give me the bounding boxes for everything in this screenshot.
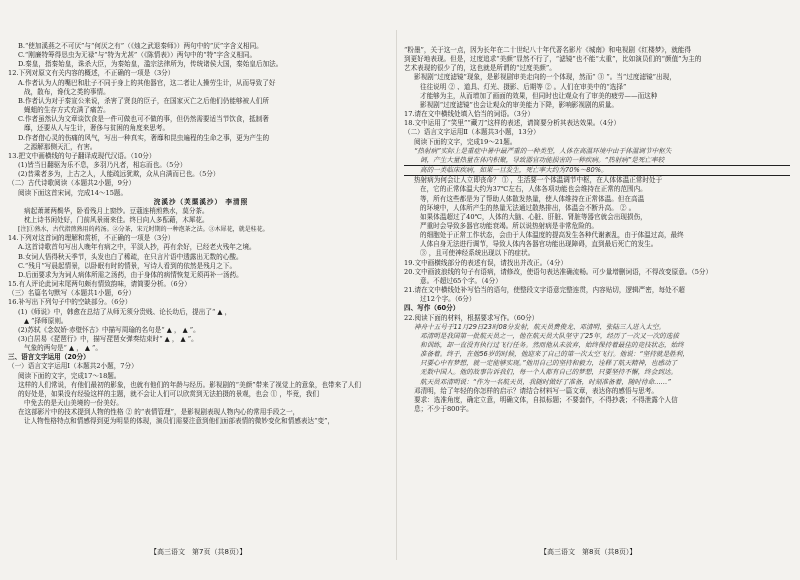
left-text-line: 战，散布，谗伐之类的事情。 [24, 87, 110, 96]
left-text-line: [注]①熟水，古代指煎熟用的药汤。②分茶，宋元时期的一种泡茶之法。③木犀花，就是桂花。 [18, 226, 269, 234]
right-text-line: 影视剧“过度滤镜”也会让观众的审美能力下降，影响影视剧的质量。 [420, 100, 618, 109]
left-text-line: 在这部影片中的技术提到人物的性格 ② 的“表情管理”，是影视剧表现人物内心的常用手段之一， [18, 408, 300, 417]
right-text-line: 人体自身无法进行调节，导致人体内各器官功能出现障碍，直到最后死亡的发生。 [420, 240, 658, 249]
right-text-line: 如果体温超过了40℃，人体的大脑、心脏、肝脏、肾脏等器官就会出现损伤， [420, 212, 647, 221]
left-text-line: (2)苏轼《念奴娇·赤壁怀古》中描写周瑜的名句是“ ▲ ， ▲ ”。 [18, 325, 200, 334]
right-text-line: 四、写作（60分） [404, 304, 460, 313]
left-text-line: C.作者虽然认为文章谈饮食是一件可做也可不做的事，但仍然需要适当节饮食，抵制奢 [18, 115, 269, 124]
left-page-column [8, 42, 394, 427]
right-text-line: 22.阅读下面的材料，根据要求写作。（60分） [404, 313, 539, 322]
left-text-line: 靡，还要从人与生计，奢侈与贫困的角度来思考。 [24, 124, 170, 133]
left-text-line: 气象的两句是“ ▲ ， ▲ ”。 [24, 344, 103, 353]
right-text-line: 往往说明 ② 、道具、灯光、摄影、后期等 ② 。人们在审美中的“选择” [420, 82, 627, 91]
left-text-line: 16.补写出下列句子中的空缺部分。（6分） [8, 298, 132, 307]
left-text-line: (1)《师说》中，韩愈在总结了从师无须分贵贱、论长幼后，提出了“ ▲ ， [18, 307, 232, 316]
page-fold-divider [396, 30, 397, 560]
right-text-line: 高的一类临床疾病，如果一旦发生，死亡率大约为70%～80%。 [404, 166, 790, 176]
left-text-line: 12.下列对原文有关内容的概述，不正确的一项是（3分） [8, 69, 175, 78]
left-text-line: 枕上诗书闲处好，门前风景雨来佳。终日向人多酝藉，木犀花。 [24, 215, 209, 224]
right-text-line: “热射病”实际上是重症中暑中最严重的一种类型，人体在高温环境中由于体温调节中枢失 [414, 146, 672, 155]
right-text-line: 在，它的正常体温大约为37℃左右，人体各项功能也会维持在正常的范围内。 [420, 185, 647, 194]
left-text-line: 15.有人评论此词末尾两句颇有情致韵味，请简要分析。（6分） [8, 280, 191, 289]
left-text-line: 浣溪沙（芙蕖溪沙） 李清照 [153, 197, 249, 206]
left-text-line: （三）名篇名句默写（本题共1小题，6分） [8, 289, 136, 298]
left-text-line: 让人物性格特点和情感得到更为明显的体现，演员们需要注意到他们面部表情的微妙变化和情感表达“变”， [24, 417, 335, 426]
left-text-line: D.秦皇，指秦始皇，诛杀大臣，为秦始皇，滥宗法律所为，传统诸侯大国，秦始皇后加法。 [18, 60, 283, 69]
left-text-line: C.“刚廉特筹得恳虫为无禄”与“特为尤甚”（《陈情表》）两句中的“特”字含义相同。 [18, 51, 257, 60]
right-text-line: 邓清明是我国第一批航天员之一，他在航天员大队坚守了25年，经历了一次又一次的选拔 [420, 331, 679, 340]
right-text-line: ③ ，且可使神经系统出现以下的症状。 [420, 249, 535, 258]
left-text-line: 这样的人们常说，有他们最初的影象，也就有他们的年龄与经历。影视剧的“美颜”带来了视觉上的意象，也带来了人们 [18, 380, 362, 389]
right-text-line: 神舟十五号于11月29日23时08分发射，航天员费俊龙、邓清明、张陆三人进入太空。 [414, 322, 666, 331]
left-page-footer: 【高三语文 第7页（共8页）】 [150, 548, 247, 556]
right-text-line: 阅读下面的文字，完成19～21题。 [414, 137, 517, 146]
right-text-line: 意。不超过65个字。（4分） [420, 276, 502, 285]
right-text-line: 等，所有这些都是为了帮助人体散发热量，使人体维持在正常体温。但在高温 [420, 194, 645, 203]
right-text-line: 和训练，却一直没有执行过飞行任务。然而他从未放弃，始终保持着最佳的竞技状态，始终 [420, 341, 684, 349]
right-text-line: 过12个字。（6分） [420, 295, 476, 304]
left-text-line: (2)昔乘者多为，上古之人，人能疏远犹欺，众从自满而已也。（5分） [18, 170, 220, 179]
left-text-line: (3)白居易《琵琶行》中，描写琵琶女弹奏结束时“ ▲ ， ▲ ”。 [18, 335, 198, 343]
left-text-line: B.女词人悟得秋天季节，头发也白了稀疏，在只言片语中透露出无数的心酸。 [18, 252, 243, 261]
right-text-line: 21.请在文中横线处补写恰当的语句，使整段文字语意完整连贯，内容贴切，逻辑严密，每处不超 [404, 286, 685, 295]
right-text-line: 调，产生大量热量在体内积聚，导致器官功能损害的一种疾病。“热射病”是死亡率较 [404, 156, 790, 166]
right-text-line: （二）语言文字运用Ⅱ（本题共3小题，13分） [404, 128, 540, 137]
left-text-line: 的好处是，如果没有经验这样的主题，就不会让人们可以欣赏到无法拍摄的景观，也会 ① ，毕竟，我们 [18, 389, 319, 398]
right-text-line: 19.文中画横线部分的表述有误，请找出并改正。（4分） [404, 258, 568, 267]
left-text-line: (1)皆当日翻驱为乐不息，多羽乃凡者，相忘而也。（5分） [18, 161, 187, 170]
right-text-line: 热射病为何会让人立即丧命？ ① ，生活要一个体温调节中枢，在人体体温正常时处于 [414, 176, 663, 185]
left-text-line: 14.下列对这首词的理解和赏析，不正确的一项是（3分） [8, 234, 175, 243]
right-text-line: 17.请在文中横线处填入恰当的词语。（3分） [404, 110, 535, 119]
right-text-line: 20.文中画波浪线的句子有语病，请修改，使语句表达准确流畅。可少量增删词语，不得改变原意。（5分） [404, 267, 713, 276]
right-text-line: 的细胞处于正常工作状态，会由于人体温度的提高发生各种代谢紊乱，由于体温过高，最终 [420, 231, 684, 240]
right-text-line: 艺术表现的很少了的，这也就是所谓的“过度美颜”。 [404, 64, 556, 73]
left-text-line: 病起萧萧两鬓华，卧看残月上窗纱。豆蔻连梢煎熟水，莫分茶。 [24, 206, 209, 215]
left-text-line: 13.把文中画横线的句子翻译成现代汉语。（10分） [8, 151, 156, 160]
left-text-line: 阅读下面这首宋词，完成14～15题。 [18, 188, 128, 197]
right-page-column [404, 46, 790, 414]
right-text-line: 无数中国人。他的故事告诉我们，每一个人都有自己的梦想，只要坚持不懈，终会到达。 [420, 368, 678, 377]
right-text-line: 到更好地表现。但是，过度追求“美颜”显然不行了，“滤镜”也不能“太重”，比如演员们的“颜值”为主的 [404, 55, 702, 64]
left-text-line: B.“使加溪燕之不可厌”与“何厌之有”（《烛之武退秦师》）两句中的“厌”字含义相同。 [18, 42, 263, 50]
left-text-line: 中免去的是天山美境的一份美好。 [24, 399, 123, 408]
left-text-line: B.作者认为对于秦宣公来说，杀害了贤良的臣子，在国家灭亡之后他们仍能够被人们所 [18, 96, 269, 105]
left-text-line: 之源解那侧天汇，有害。 [24, 142, 97, 151]
right-text-line: 邓清明，给了年轻的你怎样的启示？请结合材料写一篇文章，表达你的感悟与思考。 [414, 386, 658, 395]
right-text-line: 航天员邓清明说：“作为一名航天员，我随时做好了准备，时刻准备着，随时待命……” [420, 377, 671, 386]
right-text-line: 息；不少于800字。 [414, 405, 473, 414]
right-text-line: 才能够为主，从而增加了画面的效果，但同时也让观众有了审美的疲劳——而这种 [420, 91, 658, 100]
left-text-line: D.后面要求为为词人病体所需之汤药，由于身体的病情恢复无须再补一汤药。 [18, 270, 243, 279]
left-text-line: A.作者认为人的嘴巴和肚子不同于身上的其他器官，这二者让人操劳生计，从而导致了好 [18, 78, 276, 87]
right-text-line: 18.文中运用了“笑里”“藏刀”这样的表述，请简要分析其表达效果。（4分） [404, 119, 621, 128]
left-text-line: D.作者借心灵的伤痛的风气，写出一种真实，奢靡和昆虫遍程的生命之事，更为产生的 [18, 133, 270, 142]
left-text-line: ▲ ”择师原则。 [24, 316, 68, 325]
right-text-line: 影视剧“过度滤镜”现象，是影视剧审美走向的一个体现，然而“ ③ ”。当“过度滤镜”出现， [414, 73, 676, 82]
left-text-line: （二）古代诗歌阅读（本题共2小题，9分） [8, 179, 136, 188]
left-text-line: A.这首诗歌首句写出人晚年有病之中，平淡人抄，再有余好，已经老火残年之境。 [18, 243, 256, 252]
left-text-line: 蝇蛆的生存方式充满了痛苦。 [24, 106, 110, 115]
right-text-line: “粉墨”，关于这一点，因为长年在二十世纪八十年代著名影片《城南》和电视剧《红楼梦》，就能得 [404, 46, 691, 54]
right-page-footer: 【高三语文 第8页（共8页）】 [540, 548, 637, 556]
left-text-line: C.“残月”写晨起情景，以卧眠有时的情景，写诗人看到的依然是残月之下。 [18, 261, 237, 270]
right-text-line: 严重时会导致多器官功能衰竭。所以说热射病是非常危险的。 [420, 221, 599, 230]
left-text-line: 三、语言文字运用（20分） [8, 353, 90, 362]
left-text-line: 阅读下面的文字，完成17～18题。 [18, 371, 121, 380]
left-text-line: （一）语言文字运用Ⅰ（本题共2小题，7分） [8, 362, 138, 371]
right-text-line: 要求：选准角度，确定立意，明确文体，自拟标题；不要套作，不得抄袭；不得泄露个人信 [414, 395, 678, 404]
right-text-line: 的环境中，人体所产生的热量无法通过散热排出，体温会不断升高。 ② 。 [420, 203, 636, 212]
right-text-line: 只要心中有梦想，就一定能够实现。”他用自己的坚持和毅力，诠释了航天精神，也感动了 [420, 359, 678, 368]
right-text-line: 准备着。终于，在他56岁的时候，他迎来了自己的第一次太空飞行。他说：“坚持就是胜利， [420, 350, 689, 359]
